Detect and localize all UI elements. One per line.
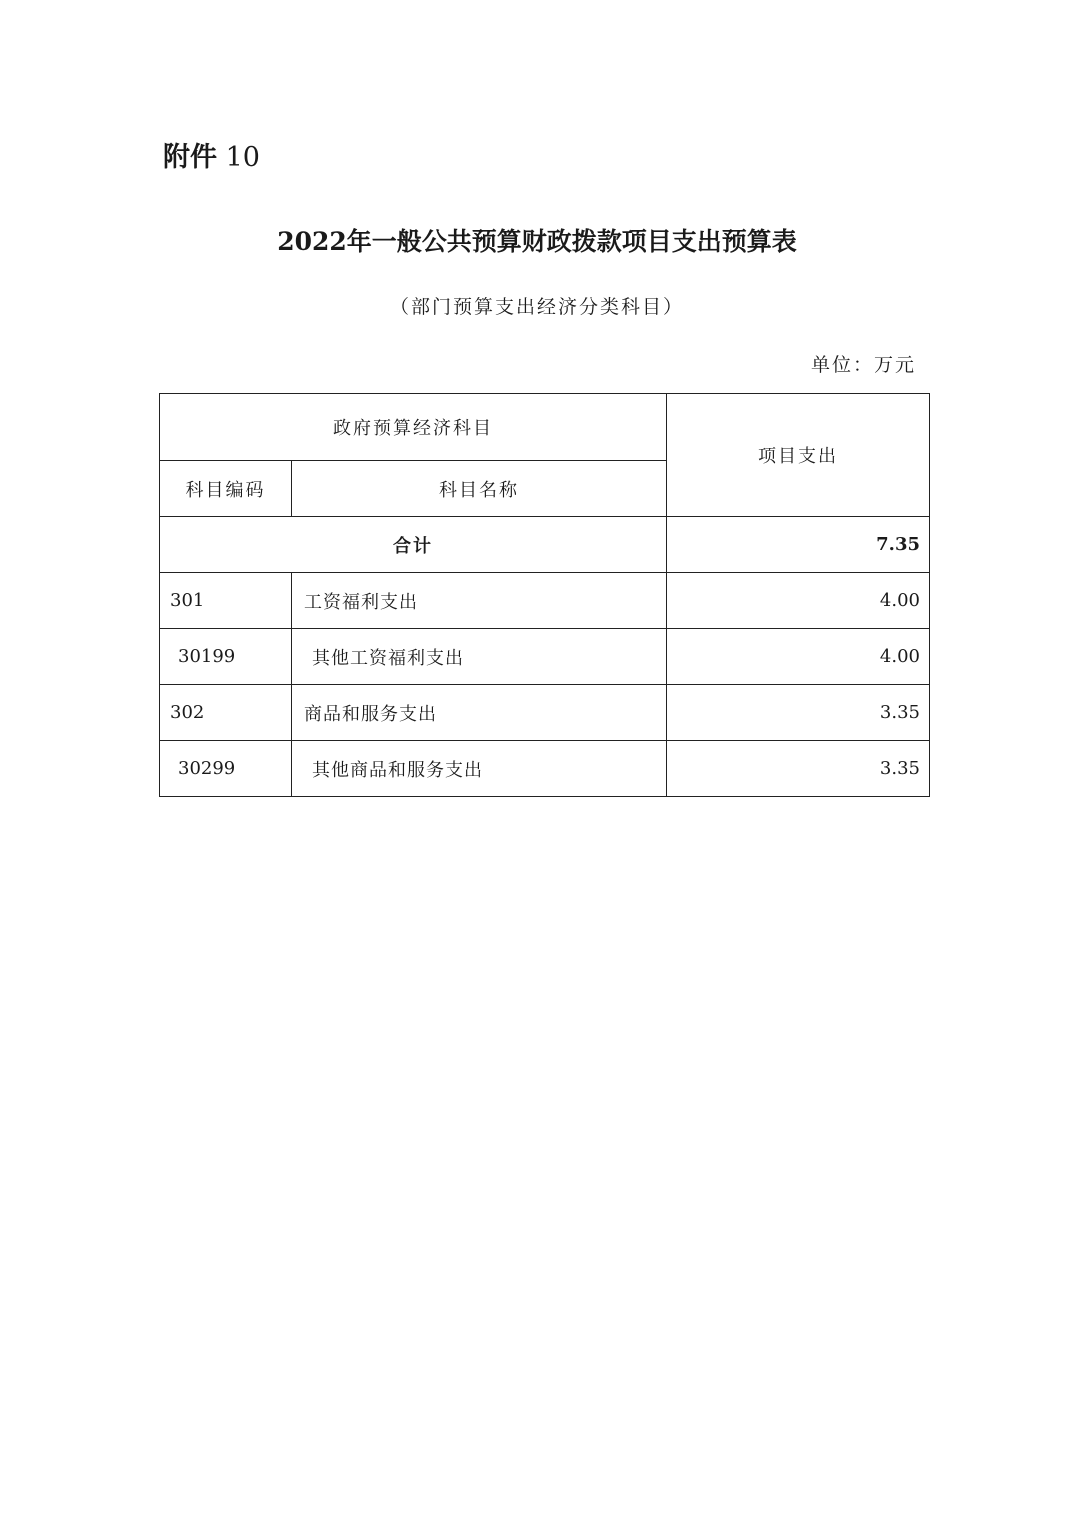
subject-amount: 4.00 (667, 573, 930, 629)
attachment-label (163, 138, 260, 178)
subject-code: 30299 (160, 741, 292, 797)
subject-amount: 3.35 (667, 741, 930, 797)
subject-name: 商品和服务支出 (292, 685, 667, 741)
subject-name: 工资福利支出 (292, 573, 667, 629)
table-total-row (160, 517, 930, 573)
subject-name: 其他商品和服务支出 (292, 741, 667, 797)
subject-code: 301 (160, 573, 292, 629)
table-row (160, 629, 930, 685)
unit-label: 单位：万元 (810, 354, 916, 376)
total-label: 合计 (160, 517, 667, 573)
page-subtitle: （部门预算支出经济分类科目） (389, 296, 684, 318)
table-row (160, 685, 930, 741)
attachment-prefix: 附件 (163, 142, 217, 173)
total-amount: 7.35 (667, 517, 930, 573)
subject-amount: 4.00 (667, 629, 930, 685)
header-subject-code: 科目编码 (160, 461, 292, 517)
table-header-row (160, 394, 930, 461)
subject-code: 302 (160, 685, 292, 741)
page-title: 2022年一般公共预算财政拨款项目支出预算表 (277, 227, 797, 256)
subject-code: 30199 (160, 629, 292, 685)
header-economic-subject: 政府预算经济科目 (160, 394, 667, 461)
budget-table (159, 393, 930, 797)
table-row (160, 573, 930, 629)
header-subject-name: 科目名称 (292, 461, 667, 517)
header-project-expense: 项目支出 (667, 394, 930, 517)
table-row (160, 741, 930, 797)
subject-amount: 3.35 (667, 685, 930, 741)
attachment-number: 10 (225, 142, 260, 173)
subject-name: 其他工资福利支出 (292, 629, 667, 685)
